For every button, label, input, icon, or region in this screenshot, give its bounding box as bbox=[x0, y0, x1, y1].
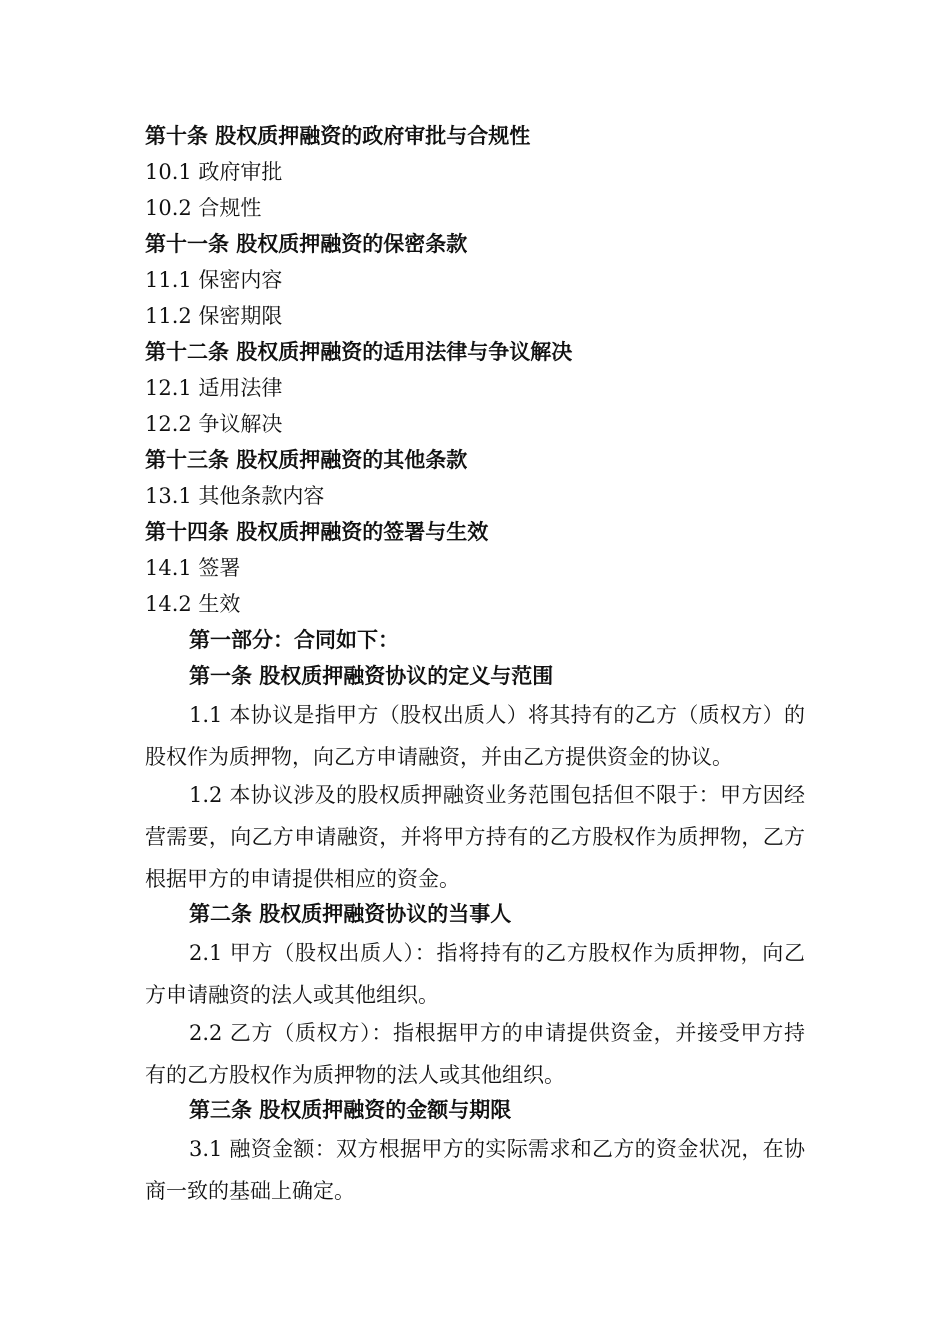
toc-item-12-2: 12.2 争议解决 bbox=[145, 412, 283, 436]
toc-item-14-1: 14.1 签署 bbox=[145, 556, 241, 580]
toc-item-11-1: 11.1 保密内容 bbox=[145, 268, 283, 292]
toc-item-11-2: 11.2 保密期限 bbox=[145, 304, 283, 328]
article-3-heading: 第三条 股权质押融资的金额与期限 bbox=[189, 1098, 512, 1122]
toc-item-12-1: 12.1 适用法律 bbox=[145, 376, 283, 400]
article-1-heading: 第一条 股权质押融资协议的定义与范围 bbox=[189, 664, 554, 688]
toc-item-13-1: 13.1 其他条款内容 bbox=[145, 484, 325, 508]
toc-heading-article-10: 第十条 股权质押融资的政府审批与合规性 bbox=[145, 124, 531, 148]
toc-item-14-2: 14.2 生效 bbox=[145, 592, 241, 616]
document-body bbox=[145, 118, 805, 1206]
article-1-paragraph-2: 1.2 本协议涉及的股权质押融资业务范围包括但不限于：甲方因经营需要，向乙方申请融资，并将甲方持有的乙方股权作为质押物，乙方根据甲方的申请提供相应的资金。 bbox=[145, 783, 805, 891]
toc-item-10-1: 10.1 政府审批 bbox=[145, 160, 283, 184]
article-2-paragraph-2: 2.2 乙方（质权方）：指根据甲方的申请提供资金，并接受甲方持有的乙方股权作为质押物的法人或其他组织。 bbox=[145, 1021, 805, 1087]
article-1-paragraph-1: 1.1 本协议是指甲方（股权出质人）将其持有的乙方（质权方）的股权作为质押物，向乙方申请融资，并由乙方提供资金的协议。 bbox=[145, 703, 805, 769]
toc-heading-article-13: 第十三条 股权质押融资的其他条款 bbox=[145, 448, 468, 472]
article-2-heading: 第二条 股权质押融资协议的当事人 bbox=[189, 902, 512, 926]
article-3-paragraph-1: 3.1 融资金额：双方根据甲方的实际需求和乙方的资金状况，在协商一致的基础上确定。 bbox=[145, 1137, 805, 1203]
toc-heading-article-12: 第十二条 股权质押融资的适用法律与争议解决 bbox=[145, 340, 573, 364]
part-title: 第一部分：合同如下： bbox=[189, 628, 399, 652]
article-2-paragraph-1: 2.1 甲方（股权出质人）：指将持有的乙方股权作为质押物，向乙方申请融资的法人或其他组织。 bbox=[145, 941, 805, 1007]
toc-heading-article-11: 第十一条 股权质押融资的保密条款 bbox=[145, 232, 468, 256]
toc-item-10-2: 10.2 合规性 bbox=[145, 196, 262, 220]
toc-heading-article-14: 第十四条 股权质押融资的签署与生效 bbox=[145, 520, 489, 544]
